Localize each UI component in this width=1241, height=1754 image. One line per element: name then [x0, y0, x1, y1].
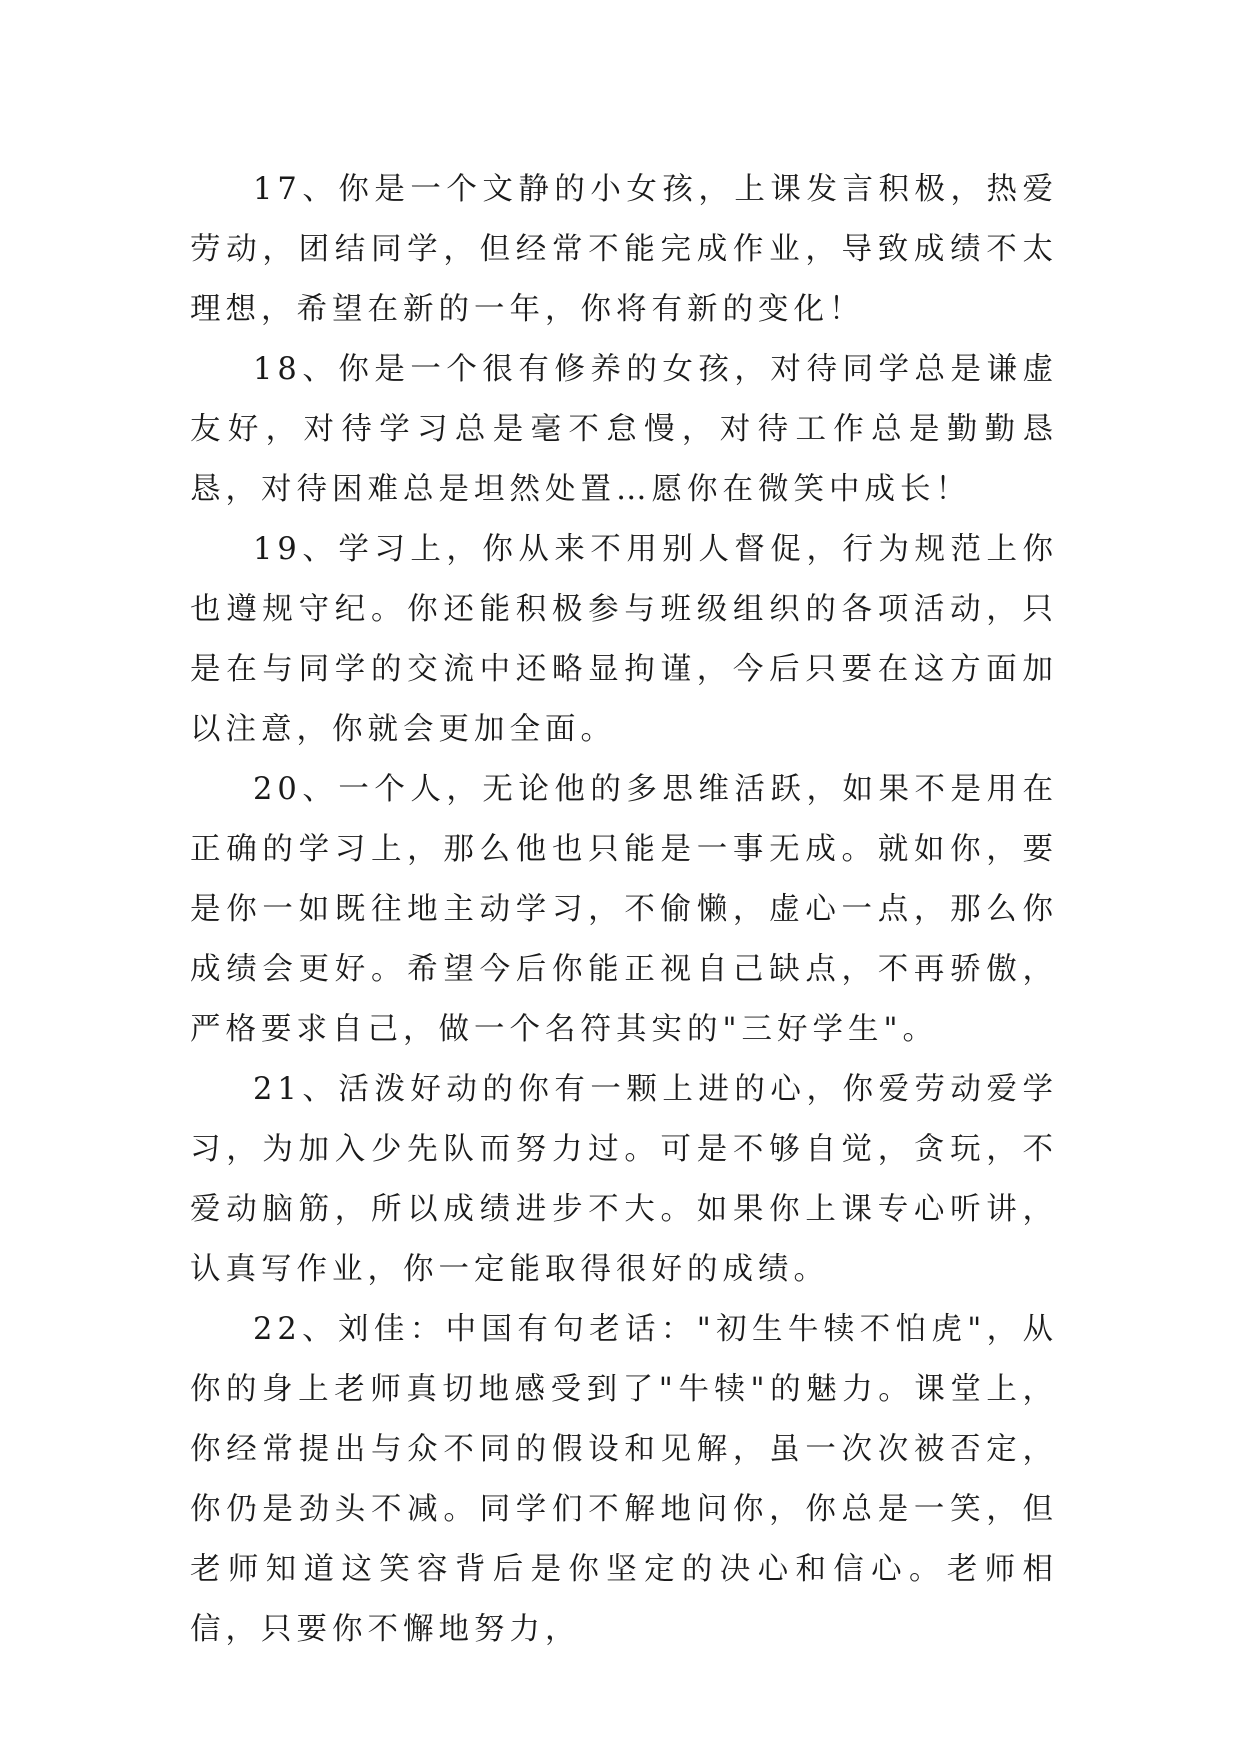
paragraph-17: 17、你是一个文静的小女孩，上课发言积极，热爱劳动，团结同学，但经常不能完成作业，导致成绩不太理想，希望在新的一年，你将有新的变化！: [190, 172, 1058, 327]
paragraph-20: 20、一个人，无论他的多思维活跃，如果不是用在正确的学习上，那么他也只能是一事无成。就如你，要是你一如既往地主动学习，不偷懒，虚心一点，那么你成绩会更好。希望今后你能正视自己缺点，不再骄傲，严格要求自己，做一个名符其实的"三好学生"。: [190, 772, 1058, 1047]
paragraph-22: 22、刘佳：中国有句老话："初生牛犊不怕虎"，从你的身上老师真切地感受到了"牛犊"的魅力。课堂上，你经常提出与众不同的假设和见解，虽一次次被否定，你仍是劲头不减。同学们不解地问你，你总是一笑，但老师知道这笑容背后是你坚定的决心和信心。老师相信，只要你不懈地努力，: [190, 1312, 1058, 1647]
paragraph-18: 18、你是一个很有修养的女孩，对待同学总是谦虚友好，对待学习总是毫不怠慢，对待工作总是勤勤恳恳，对待困难总是坦然处置…愿你在微笑中成长！: [190, 352, 1058, 507]
paragraph-19: 19、学习上，你从来不用别人督促，行为规范上你也遵规守纪。你还能积极参与班级组织的各项活动，只是在与同学的交流中还略显拘谨，今后只要在这方面加以注意，你就会更加全面。: [190, 532, 1058, 747]
paragraph-21: 21、活泼好动的你有一颗上进的心，你爱劳动爱学习，为加入少先队而努力过。可是不够自觉，贪玩，不爱动脑筋，所以成绩进步不大。如果你上课专心听讲，认真写作业，你一定能取得很好的成绩。: [190, 1072, 1058, 1287]
document-body: [190, 160, 1058, 1660]
